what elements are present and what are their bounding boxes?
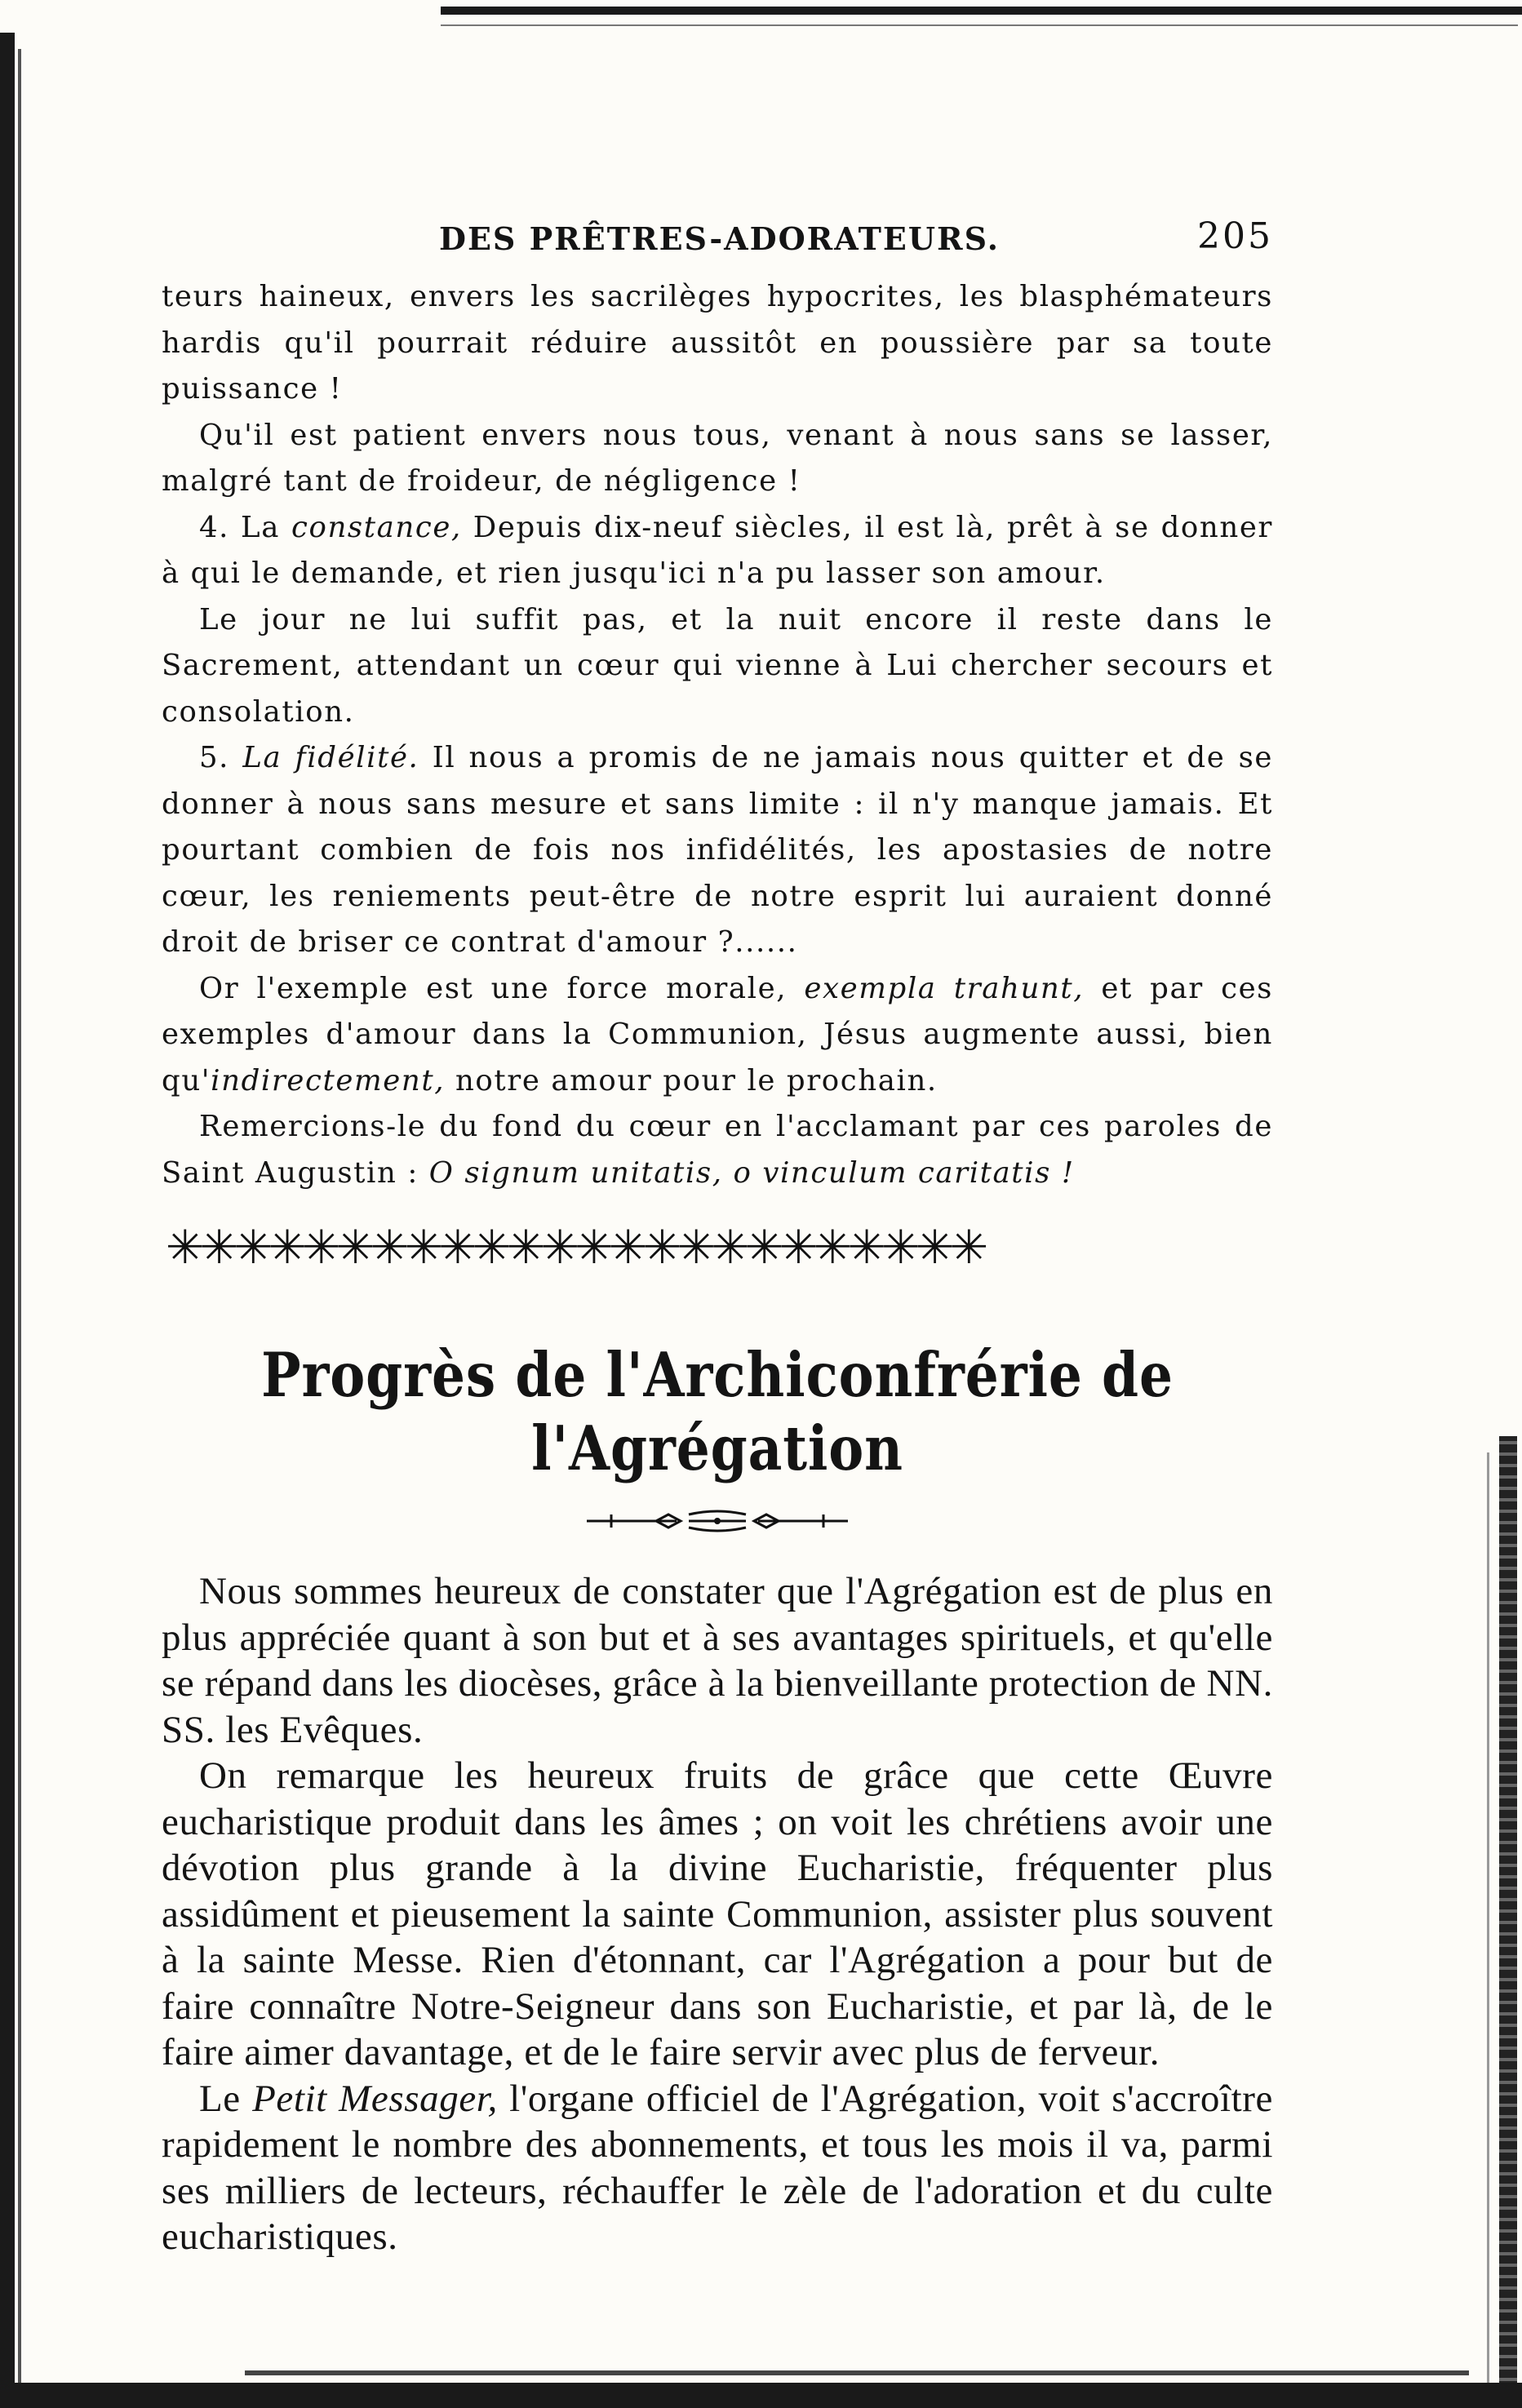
paragraph-exemple-text-b: et par ces exemples d'amour dans la Communion, Jésus augmente aussi, bien qu' <box>162 971 1273 1098</box>
scan-border-left <box>0 33 15 2399</box>
section-paragraph-2: On remarque les heureux fruits de grâce que cette Œuvre eucharistique produit dans les âmes ; on voit les chrétiens avoir une dévotion plus grande à la divine Eucharistie, fréquenter plus assidûment et pieusement la sainte Communion, assister plus souvent à la sainte Messe. Rien d'étonnant, car l'Agrégation a pour but de faire connaître Notre-Seigneur dans son Eucharistie, et par là, de le faire aimer davantage, et de le faire servir avec plus de ferveur. <box>162 1754 1273 2073</box>
paragraph-4: Le jour ne lui suffit pas, et la nuit encore il reste dans le Sacrement, attendant un cœur qui vienne à Lui chercher secours et consolation. <box>162 602 1273 729</box>
item-number-4: 4. La <box>199 510 291 544</box>
term-constance: constance, <box>291 510 462 544</box>
section-title: Progrès de l'Archiconfrérie de l'Agrégation <box>261 1339 1174 1484</box>
paragraph-remercions-text: Remercions-le du fond du cœur en l'acclamant par ces paroles de Saint Augustin : <box>162 1110 1273 1190</box>
paragraph-exemple-text-c: notre amour pour le prochain. <box>445 1063 938 1098</box>
scan-border-top-thin <box>441 24 1518 26</box>
page-number: 205 <box>1197 215 1273 257</box>
title-flourish-ornament <box>579 1506 856 1536</box>
scan-border-right <box>1499 1436 1517 2407</box>
latin-quotation: O signum unitatis, o vinculum caritatis ! <box>428 1155 1075 1190</box>
article-continuation <box>162 274 1273 1196</box>
paragraph-exemple <box>162 966 1273 1105</box>
paragraph-constance <box>162 505 1273 597</box>
paragraph-remercions <box>162 1104 1273 1196</box>
flourish-svg <box>579 1506 856 1536</box>
scan-border-bottom-inner <box>245 2370 1469 2375</box>
running-head-title: DES PRÊTRES-ADORATEURS. <box>439 220 1000 257</box>
section-paragraph-3-text-b: l'organe officiel de l'Agrégation, voit s'accroître rapidement le nombre des abonnements, et tous les mois il va, parmi ses milliers de lecteurs, réchauffer le zèle de l'adoration et du culte eucharistiques. <box>162 2077 1274 2258</box>
title-petit-messager: Petit Messager, <box>252 2077 498 2120</box>
scan-border-right-thin <box>1487 1452 1489 2391</box>
scan-border-left-inner <box>18 49 21 2383</box>
latin-exempla-trahunt: exempla trahunt, <box>804 971 1085 1005</box>
running-head <box>162 215 1273 273</box>
term-fidelite: La fidélité. <box>242 741 419 774</box>
term-indirectement: indirectement, <box>211 1063 446 1098</box>
paragraph-fidelite <box>162 735 1273 966</box>
scan-border-top <box>441 7 1522 15</box>
section-paragraph-3-text-a: Le <box>199 2077 253 2120</box>
paragraph-constance-text: Depuis dix-neuf siècles, il est là, prêt à se donner à qui le demande, et rien jusqu'ici n'a pu lasser son amour. <box>162 510 1273 590</box>
paragraph-fidelite-text: Il nous a promis de ne jamais nous quitter et de se donner à nous sans mesure et sans limite : il n'y manque jamais. Et pourtant combien de fois nos infidélités, les apostasies de notre cœur, les reniements peut-être de notre esprit lui auraient donné droit de briser ce contrat d'amour ?...... <box>162 741 1273 959</box>
paragraph-exemple-text-a: Or l'exemple est une force morale, <box>199 971 805 1005</box>
paragraph-1: teurs haineux, envers les sacrilèges hypocrites, les blasphémateurs hardis qu'il pourrait réduire aussitôt en poussière par sa toute puissance ! <box>162 280 1273 406</box>
scan-border-bottom <box>0 2383 1522 2408</box>
paragraph-2: Qu'il est patient envers nous tous, venant à nous sans se lasser, malgré tant de froideur, de négligence ! <box>162 418 1273 498</box>
book-page <box>162 215 1274 2260</box>
section-paragraph-1: Nous sommes heureux de constater que l'Agrégation est de plus en plus appréciée quant à son but et à ses avantages spirituels, et qu'elle se répand dans les diocèses, grâce à la bienveillante protection de NN. SS. les Evêques. <box>162 1570 1273 1751</box>
item-number-5: 5. <box>199 741 243 774</box>
section-body <box>162 1568 1273 2260</box>
star-ornament-rule: ✳✳✳✳✳✳✳✳✳✳✳✳✳✳✳✳✳✳✳✳✳✳✳✳ <box>166 1221 984 1275</box>
section-paragraph-3 <box>162 2076 1273 2260</box>
